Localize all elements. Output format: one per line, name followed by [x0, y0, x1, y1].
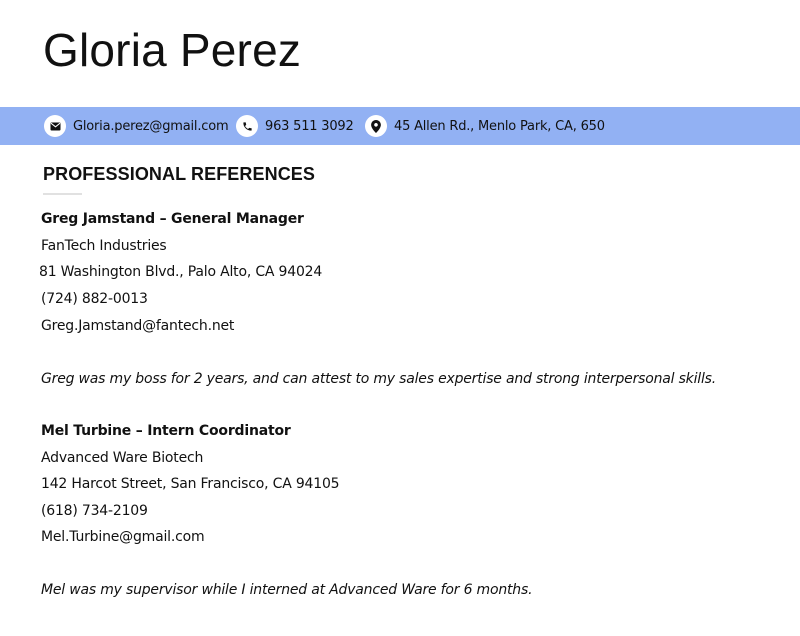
reference-address: 142 Harcot Street, San Francisco, CA 94105 — [41, 476, 340, 492]
section-divider — [43, 193, 82, 195]
reference-email: Greg.Jamstand@fantech.net — [41, 318, 235, 334]
phone-icon — [236, 115, 258, 137]
contact-phone[interactable] — [236, 114, 354, 138]
reference-company: FanTech Industries — [41, 238, 167, 254]
reference-note: Mel was my supervisor while I interned at Advanced Ware for 6 months. — [41, 582, 533, 598]
contact-email[interactable] — [44, 114, 228, 138]
reference-heading: Mel Turbine – Intern Coordinator — [41, 423, 291, 439]
contact-address[interactable] — [365, 114, 605, 138]
map-pin-icon — [365, 115, 387, 137]
reference-email: Mel.Turbine@gmail.com — [41, 529, 205, 545]
contact-email-text: Gloria.perez@gmail.com — [73, 118, 229, 134]
reference-heading: Greg Jamstand – General Manager — [41, 211, 304, 227]
contact-address-text: 45 Allen Rd., Menlo Park, CA, 650 — [394, 118, 605, 134]
envelope-icon — [44, 115, 66, 137]
reference-note: Greg was my boss for 2 years, and can attest to my sales expertise and strong interpersonal skills. — [41, 371, 717, 387]
reference-phone: (618) 734-2109 — [41, 503, 148, 519]
candidate-name: Gloria Perez — [43, 24, 302, 76]
contact-phone-text: 963 511 3092 — [265, 118, 354, 134]
reference-address: 81 Washington Blvd., Palo Alto, CA 94024 — [39, 264, 323, 280]
reference-company: Advanced Ware Biotech — [41, 450, 204, 466]
reference-phone: (724) 882-0013 — [41, 291, 148, 307]
contact-bar — [0, 107, 800, 145]
references-section-title: PROFESSIONAL REFERENCES — [43, 164, 316, 184]
